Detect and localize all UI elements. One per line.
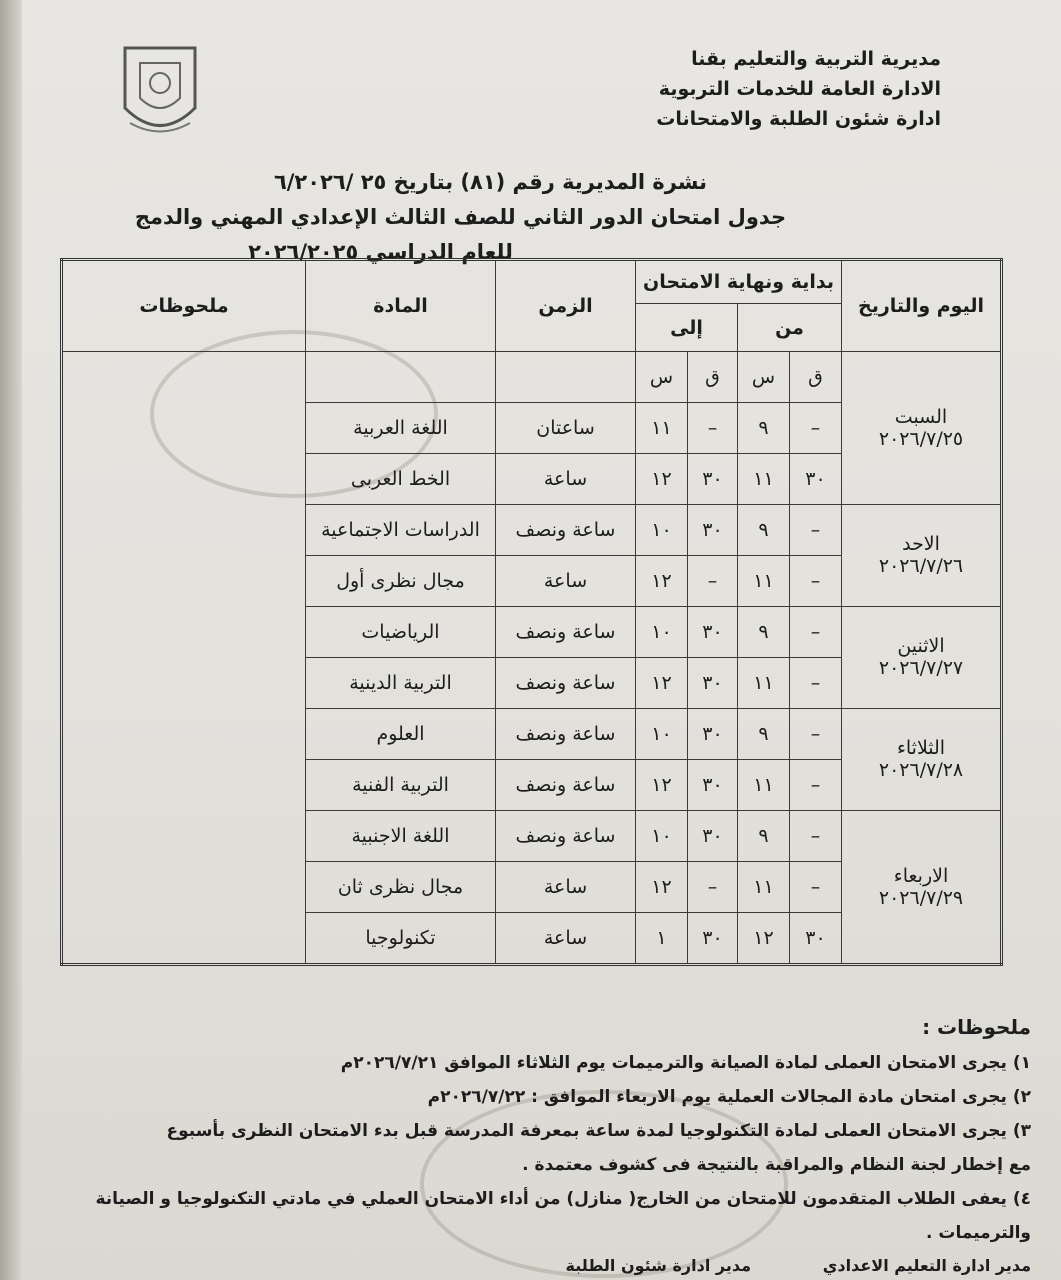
note-item: ٤) يعفى الطلاب المتقدمون للامتحان من الخارج( منازل) من أداء الامتحان العملي في مادتي التكنولوجيا و الصيانة [95,1189,1031,1209]
from-s: ١١ [738,759,790,810]
time-cell: ساعة ونصف [496,657,636,708]
to-q: ٣٠ [688,810,738,861]
day-cell [842,504,1002,606]
time-cell: ساعة ونصف [496,606,636,657]
day-name: الاثنين [897,635,945,658]
day-cell [842,352,1002,505]
from-q: – [790,504,842,555]
time-cell: ساعة ونصف [496,708,636,759]
to-q: ٣٠ [688,912,738,964]
from-s: ١١ [738,453,790,504]
col-subject-header: المادة [306,260,496,352]
to-s: ١٢ [636,861,688,912]
col-from-header: من [738,304,842,352]
day-cell [842,810,1002,964]
subject-cell: تكنولوجيا [306,912,496,964]
to-q: ٣٠ [688,606,738,657]
col-notes-header: ملحوظات [62,260,306,352]
time-cell [496,352,636,403]
from-q: – [790,759,842,810]
units-row [62,352,1002,403]
notes-heading: ملحوظات : [922,1015,1031,1039]
note-item: مع إخطار لجنة النظام والمراقبة بالنتيجة فى كشوف معتمدة . [522,1155,1031,1175]
note-item: ٢) يجرى امتحان مادة المجالات العملية يوم الاربعاء الموافق : ٢٠٢٦/٧/٢٢م [427,1087,1031,1107]
note-item: ٣) يجرى الامتحان العملى لمادة التكنولوجيا لمدة ساعة بمعرفة المدرسة قبل بدء الامتحان النظرى بأسبوع [166,1121,1031,1141]
ministry-logo [110,28,210,148]
signature-label: مدير ادارة التعليم الاعدادي [822,1256,1031,1275]
col-day-header: اليوم والتاريخ [842,260,1002,352]
time-cell: ساعة [496,861,636,912]
day-name: الثلاثاء [896,737,946,760]
to-q: ٣٠ [688,504,738,555]
to-s: ١٢ [636,657,688,708]
to-q: ٣٠ [688,453,738,504]
subject-cell: العلوم [306,708,496,759]
day-date: ٢٠٢٦/٧/٢٦ [878,555,964,578]
unit-s: س [738,352,790,403]
from-s: ٩ [738,708,790,759]
from-s: ١١ [738,555,790,606]
from-s: ١١ [738,861,790,912]
to-q: ٣٠ [688,759,738,810]
from-s: ٩ [738,810,790,861]
col-time-header: الزمن [496,260,636,352]
bulletin-title: نشرة المديرية رقم (٨١) بتاريخ ٢٥ /٦/٢٠٢٦ [273,170,708,194]
to-s: ١٠ [636,504,688,555]
subject-cell [306,352,496,403]
notes-section [21,1015,1031,1257]
unit-s: س [636,352,688,403]
subject-cell: التربية الدينية [306,657,496,708]
from-s: ١١ [738,657,790,708]
to-s: ١ [636,912,688,964]
unit-q: ق [688,352,738,403]
to-q: – [688,555,738,606]
to-s: ١٢ [636,453,688,504]
day-date: ٢٠٢٦/٧/٢٨ [878,759,964,782]
from-q: – [790,810,842,861]
day-date: ٢٠٢٦/٧/٢٧ [878,657,964,680]
subject-cell: اللغة الاجنبية [306,810,496,861]
from-q: – [790,708,842,759]
from-q: – [790,606,842,657]
day-date: ٢٠٢٦/٧/٢٩ [878,886,964,909]
to-s: ١٢ [636,759,688,810]
header-line: مديرية التربية والتعليم بقنا [691,48,941,70]
header-line: ادارة شئون الطلبة والامتحانات [656,108,941,130]
from-s: ٩ [738,606,790,657]
from-q: – [790,402,842,453]
time-cell: ساعة [496,453,636,504]
time-cell: ساعة ونصف [496,759,636,810]
time-cell: ساعة [496,912,636,964]
time-cell: ساعة ونصف [496,504,636,555]
exam-schedule-table [60,258,1003,966]
from-q: ٣٠ [790,912,842,964]
subject-cell: اللغة العربية [306,402,496,453]
from-q: – [790,657,842,708]
to-q: – [688,402,738,453]
from-q: – [790,861,842,912]
header-row [62,260,1002,304]
notes-cell [62,352,306,965]
time-cell: ساعتان [496,402,636,453]
subject-cell: الخط العربى [306,453,496,504]
day-name: السبت [894,405,948,428]
to-s: ١٠ [636,708,688,759]
to-q: – [688,861,738,912]
to-q: ٣٠ [688,708,738,759]
schedule-title: جدول امتحان الدور الثاني للصف الثالث الإعدادي المهني والدمج [134,205,787,229]
unit-q: ق [790,352,842,403]
note-item: ١) يجرى الامتحان العملى لمادة الصيانة والترميمات يوم الثلاثاء الموافق ٢٠٢٦/٧/٢١م [340,1053,1031,1073]
day-cell [842,606,1002,708]
to-s: ١٢ [636,555,688,606]
header-line: الادارة العامة للخدمات التربوية [658,78,941,100]
subject-cell: مجال نظرى ثان [306,861,496,912]
from-s: ٩ [738,402,790,453]
subject-cell: الرياضيات [306,606,496,657]
academic-year: للعام الدراسي ٢٠٢٦/٢٠٢٥ [248,240,513,264]
day-date: ٢٠٢٦/٧/٢٥ [878,427,964,450]
signature-label: مدير ادارة شئون الطلبة [565,1256,751,1275]
from-q: – [790,555,842,606]
col-to-header: إلى [636,304,738,352]
from-q: ٣٠ [790,453,842,504]
note-item: والترميمات . [926,1223,1031,1243]
day-name: الاحد [902,533,940,556]
time-cell: ساعة ونصف [496,810,636,861]
col-range-header: بداية ونهاية الامتحان [636,260,842,304]
day-cell [842,708,1002,810]
subject-cell: مجال نظرى أول [306,555,496,606]
directorate-header [656,44,941,134]
from-s: ٩ [738,504,790,555]
subject-cell: الدراسات الاجتماعية [306,504,496,555]
to-s: ١٠ [636,810,688,861]
from-s: ١٢ [738,912,790,964]
day-name: الاربعاء [893,864,949,887]
to-s: ١٠ [636,606,688,657]
subject-cell: التربية الفنية [306,759,496,810]
to-s: ١١ [636,402,688,453]
to-q: ٣٠ [688,657,738,708]
time-cell: ساعة [496,555,636,606]
